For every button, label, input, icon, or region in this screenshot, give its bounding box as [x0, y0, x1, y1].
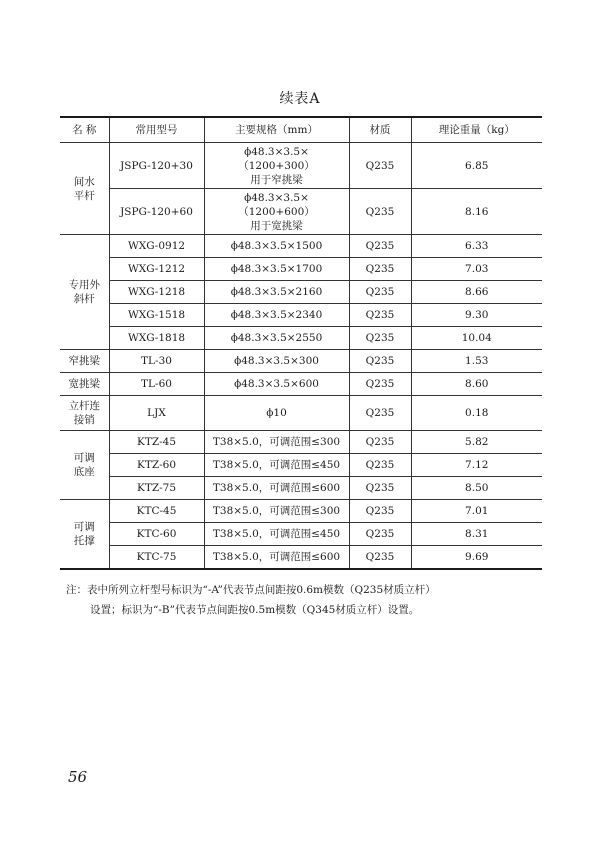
cell-weight: 5.82 — [411, 431, 542, 454]
cell-material: Q235 — [349, 258, 411, 281]
header-material: 材质 — [349, 117, 411, 143]
cell-model: WXG-1218 — [109, 281, 204, 304]
cell-category: 宽挑梁 — [60, 373, 109, 396]
table-row — [60, 350, 542, 373]
table-row — [60, 454, 542, 477]
table-row — [60, 304, 542, 327]
spec-table — [60, 116, 542, 570]
cell-spec: T38×5.0，可调范围≤300 — [204, 500, 349, 523]
cell-category: 专用外 斜杆 — [60, 235, 109, 350]
cell-spec: T38×5.0，可调范围≤450 — [204, 523, 349, 546]
header-weight: 理论重量（kg） — [411, 117, 542, 143]
cell-weight: 0.18 — [411, 396, 542, 431]
cell-weight: 8.31 — [411, 523, 542, 546]
cell-category: 窄挑梁 — [60, 350, 109, 373]
table-row — [60, 258, 542, 281]
table-header-row — [60, 117, 542, 143]
cell-model: WXG-1212 — [109, 258, 204, 281]
cell-material: Q235 — [349, 373, 411, 396]
cell-model: LJX — [109, 396, 204, 431]
cell-model: KTC-45 — [109, 500, 204, 523]
cell-model: TL-60 — [109, 373, 204, 396]
table-note — [66, 580, 546, 620]
cell-weight: 10.04 — [411, 327, 542, 350]
page-number: 56 — [68, 768, 88, 786]
cell-spec: T38×5.0，可调范围≤450 — [204, 454, 349, 477]
cell-spec: ϕ10 — [204, 396, 349, 431]
table-row — [60, 143, 542, 189]
cell-material: Q235 — [349, 189, 411, 235]
cell-model: KTZ-60 — [109, 454, 204, 477]
cell-material: Q235 — [349, 500, 411, 523]
table-row — [60, 396, 542, 431]
table-row — [60, 546, 542, 570]
table-row — [60, 500, 542, 523]
table-row — [60, 327, 542, 350]
cell-model: JSPG-120+30 — [109, 143, 204, 189]
table-caption: 续表A — [279, 91, 321, 107]
cell-weight: 8.60 — [411, 373, 542, 396]
cell-material: Q235 — [349, 350, 411, 373]
cell-material: Q235 — [349, 235, 411, 258]
cell-spec: ϕ48.3×3.5×1500 — [204, 235, 349, 258]
cell-weight: 7.12 — [411, 454, 542, 477]
table-body — [60, 143, 542, 570]
cell-material: Q235 — [349, 304, 411, 327]
cell-model: KTZ-75 — [109, 477, 204, 500]
cell-model: KTC-75 — [109, 546, 204, 570]
cell-spec: T38×5.0，可调范围≤600 — [204, 546, 349, 570]
cell-model: WXG-1818 — [109, 327, 204, 350]
cell-model: KTZ-45 — [109, 431, 204, 454]
table-row — [60, 235, 542, 258]
cell-spec: ϕ48.3×3.5×2550 — [204, 327, 349, 350]
cell-weight: 9.30 — [411, 304, 542, 327]
cell-category: 可调 底座 — [60, 431, 109, 500]
cell-category: 立杆连 接销 — [60, 396, 109, 431]
cell-weight: 6.33 — [411, 235, 542, 258]
note-line-2: 设置；标识为“-B”代表节点间距按0.5m模数（Q345材质立杆）设置。 — [90, 604, 420, 616]
cell-material: Q235 — [349, 143, 411, 189]
cell-spec: ϕ48.3×3.5×1700 — [204, 258, 349, 281]
header-model: 常用型号 — [109, 117, 204, 143]
cell-weight: 7.03 — [411, 258, 542, 281]
cell-model: TL-30 — [109, 350, 204, 373]
cell-spec: ϕ48.3×3.5×2160 — [204, 281, 349, 304]
table-row — [60, 281, 542, 304]
cell-category: 可调 托撑 — [60, 500, 109, 570]
cell-model: WXG-0912 — [109, 235, 204, 258]
cell-material: Q235 — [349, 477, 411, 500]
cell-material: Q235 — [349, 327, 411, 350]
cell-material: Q235 — [349, 546, 411, 570]
cell-model: JSPG-120+60 — [109, 189, 204, 235]
cell-material: Q235 — [349, 396, 411, 431]
cell-material: Q235 — [349, 431, 411, 454]
cell-spec: T38×5.0，可调范围≤300 — [204, 431, 349, 454]
cell-material: Q235 — [349, 523, 411, 546]
cell-spec: ϕ48.3×3.5×600 — [204, 373, 349, 396]
note-line-1: 注：表中所列立杆型号标识为“-A”代表节点间距按0.6m模数（Q235材质立杆） — [66, 584, 436, 596]
cell-spec: ϕ48.3×3.5×300 — [204, 350, 349, 373]
cell-spec: ϕ48.3×3.5×2340 — [204, 304, 349, 327]
cell-weight: 9.69 — [411, 546, 542, 570]
cell-material: Q235 — [349, 454, 411, 477]
table-row — [60, 477, 542, 500]
cell-weight: 8.16 — [411, 189, 542, 235]
cell-weight: 8.66 — [411, 281, 542, 304]
cell-weight: 8.50 — [411, 477, 542, 500]
cell-category: 间水 平杆 — [60, 143, 109, 235]
cell-weight: 6.85 — [411, 143, 542, 189]
cell-model: WXG-1518 — [109, 304, 204, 327]
cell-spec: T38×5.0，可调范围≤600 — [204, 477, 349, 500]
table-row — [60, 189, 542, 235]
table-row — [60, 523, 542, 546]
table-row — [60, 431, 542, 454]
header-name: 名 称 — [60, 117, 109, 143]
cell-model: KTC-60 — [109, 523, 204, 546]
table-row — [60, 373, 542, 396]
cell-spec: ϕ48.3×3.5×（1200+300） 用于窄挑梁 — [204, 143, 349, 189]
cell-weight: 1.53 — [411, 350, 542, 373]
cell-spec: ϕ48.3×3.5×（1200+600） 用于宽挑梁 — [204, 189, 349, 235]
header-spec: 主要规格（mm） — [204, 117, 349, 143]
cell-weight: 7.01 — [411, 500, 542, 523]
cell-material: Q235 — [349, 281, 411, 304]
